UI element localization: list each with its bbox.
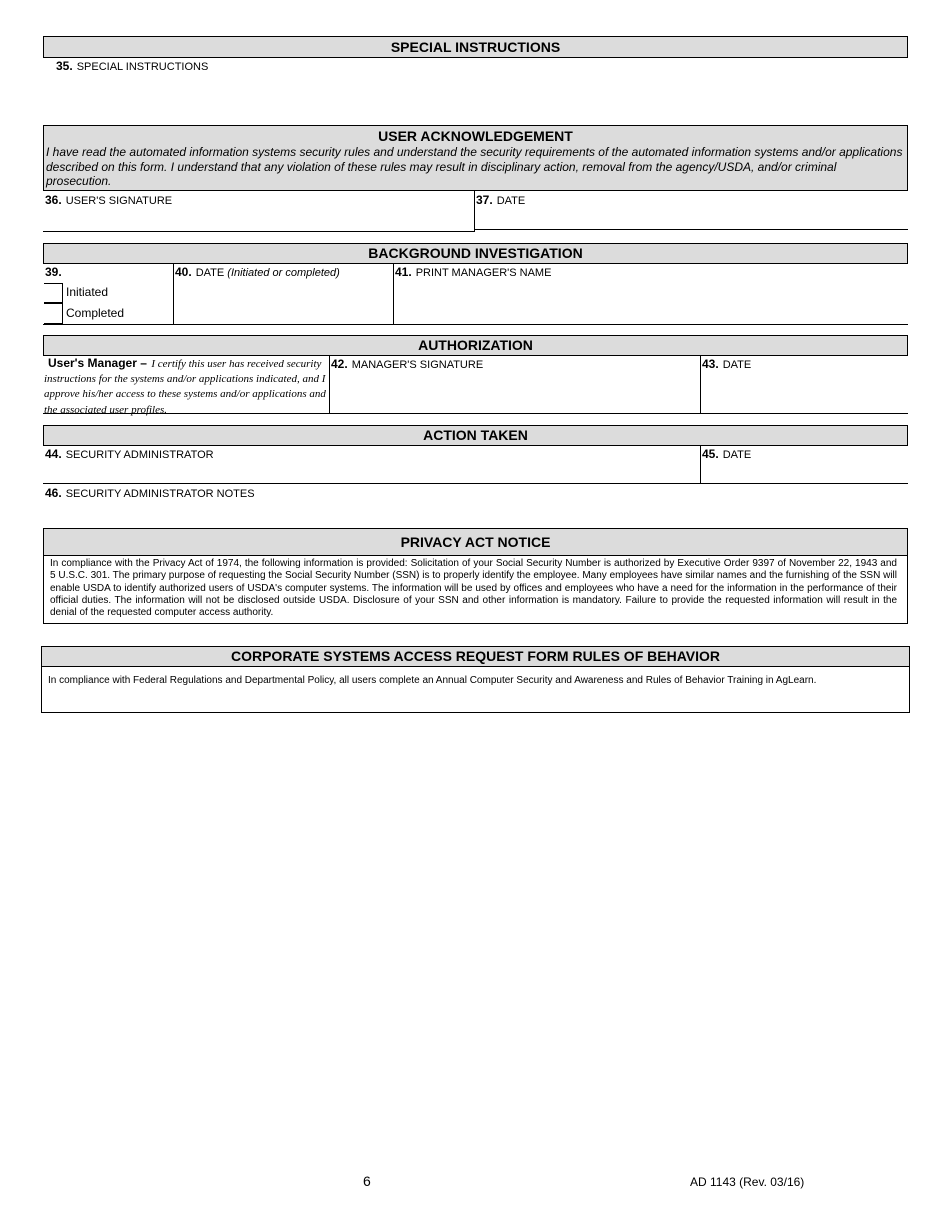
authorization-date-input[interactable] (702, 372, 906, 412)
field-number: 35. (56, 59, 73, 73)
field-37-label (476, 193, 525, 207)
field-40-label (175, 265, 340, 279)
field-label: DATE (496, 195, 526, 207)
user-acknowledgement-text: I have read the automated information systems security rules and understand the security requirements of the automated information systems and/or applications described on this form. I understand that any violation of these rules may result in disciplinary action, removal from the agency/USDA, and/or criminal prosecution. (46, 145, 903, 188)
background-date-input[interactable] (175, 280, 391, 322)
privacy-act-box (43, 528, 908, 624)
special-instructions-input[interactable] (43, 74, 908, 122)
manager-certification-text: I certify this user has received security instructions for the systems and/or applications indicated, and I approve his/her access to these systems and/or applications and the associated user profiles. (44, 358, 326, 416)
user-acknowledgement-header: USER ACKNOWLEDGEMENT (378, 128, 573, 144)
field-46-label (45, 486, 255, 500)
field-label: SECURITY ADMINISTRATOR (65, 449, 214, 461)
divider (43, 324, 908, 325)
divider (393, 264, 394, 324)
field-number: 36. (45, 193, 62, 207)
divider (329, 356, 330, 413)
field-number: 42. (331, 357, 348, 371)
manager-title: User's Manager – (48, 356, 147, 370)
manager-name-input[interactable] (395, 280, 906, 322)
field-label: DATE (722, 449, 752, 461)
action-date-input[interactable] (702, 462, 906, 482)
field-label: SPECIAL INSTRUCTIONS (76, 61, 209, 73)
completed-label: Completed (66, 306, 125, 320)
field-label: MANAGER'S SIGNATURE (351, 359, 484, 371)
completed-checkbox[interactable] (44, 303, 63, 324)
field-number: 41. (395, 265, 412, 279)
field-number: 40. (175, 265, 192, 279)
field-number: 46. (45, 486, 62, 500)
field-35-label (56, 59, 208, 73)
background-investigation-header: BACKGROUND INVESTIGATION (43, 243, 908, 264)
initiated-label: Initiated (66, 285, 109, 299)
user-signature-input[interactable] (43, 207, 473, 231)
field-43-label (702, 357, 751, 371)
rules-of-behavior-box (41, 646, 910, 713)
field-number: 45. (702, 447, 719, 461)
privacy-act-header: PRIVACY ACT NOTICE (44, 529, 907, 556)
manager-certification (44, 356, 328, 417)
privacy-act-text: In compliance with the Privacy Act of 1974, the following information is provided: Solicitation of your Social Security Number is authorized by Executive Order 9397 of November 22, 1943 and 5 U.S.C. 301. The primary purpose of requesting the Social Security Number (SSN) is to properly identify the employee. Many employees have similar names and the furnishing of the SSN will enable USDA to identify authorized users of USDA's computer systems. The information will be used by offices and employees who have a need for the information in the performance of their official duties. The information will not be disclosed outside USDA. Disclosure of your SSN and other information is mandatory. Failure to provide the requested information will result in the denial of the requested computer access authority. (50, 558, 897, 619)
field-number: 39. (45, 265, 62, 279)
divider (700, 356, 701, 413)
user-acknowledgement-box (43, 125, 908, 191)
field-44-label (45, 447, 214, 461)
rules-of-behavior-text: In compliance with Federal Regulations and Departmental Policy, all users complete an Annual Computer Security and Awareness and Rules of Behavior Training in AgLearn. (48, 675, 817, 686)
divider (43, 483, 908, 484)
divider (173, 264, 174, 324)
field-41-label (395, 265, 551, 279)
form-number: AD 1143 (Rev. 03/16) (690, 1175, 805, 1189)
user-date-input[interactable] (476, 207, 906, 229)
authorization-header: AUTHORIZATION (43, 335, 908, 356)
security-administrator-input[interactable] (45, 462, 698, 482)
initiated-checkbox[interactable] (44, 283, 63, 303)
manager-signature-input[interactable] (331, 372, 698, 412)
field-42-label (331, 357, 483, 371)
field-36-label (45, 193, 172, 207)
page-number: 6 (363, 1173, 371, 1189)
field-label: DATE (195, 267, 225, 279)
field-sublabel: (Initiated or completed) (227, 267, 340, 279)
special-instructions-header: SPECIAL INSTRUCTIONS (43, 36, 908, 58)
field-label: USER'S SIGNATURE (65, 195, 173, 207)
field-label: SECURITY ADMINISTRATOR NOTES (65, 488, 255, 500)
field-number: 43. (702, 357, 719, 371)
field-39-label (45, 265, 66, 279)
divider (474, 229, 908, 230)
action-taken-header: ACTION TAKEN (43, 425, 908, 446)
divider (700, 446, 701, 484)
field-number: 37. (476, 193, 493, 207)
administrator-notes-input[interactable] (45, 501, 906, 523)
divider (43, 231, 475, 232)
field-label: DATE (722, 359, 752, 371)
field-number: 44. (45, 447, 62, 461)
rules-of-behavior-header: CORPORATE SYSTEMS ACCESS REQUEST FORM RULES OF BEHAVIOR (42, 647, 909, 667)
field-45-label (702, 447, 751, 461)
divider (474, 191, 475, 232)
field-label: PRINT MANAGER'S NAME (415, 267, 552, 279)
divider (43, 413, 908, 414)
